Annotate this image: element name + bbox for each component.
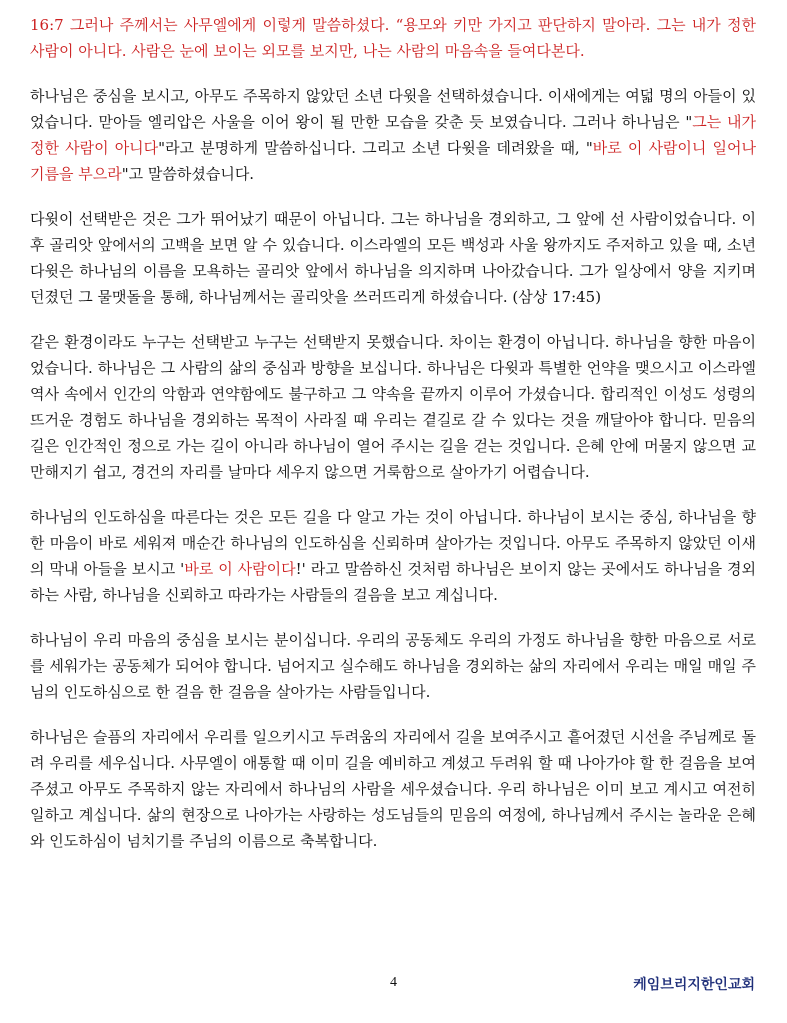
paragraph-4	[30, 504, 756, 608]
paragraph-1-text-c: "고 말씀하셨습니다.	[121, 165, 255, 183]
paragraph-1	[30, 83, 756, 187]
paragraph-1-text-a: 하나님은 중심을 보시고, 아무도 주목하지 않았던 소년 다윗을 선택하셨습니다. 이새에게는 여덟 명의 아들이 있었습니다. 맏아들 엘리압은 사울을 이어 왕이 될 만한 모습을 갖춘 듯 보였습니다. 그러나 하나님은 "	[30, 87, 756, 131]
page-number: 4	[390, 975, 397, 990]
paragraph-4-text-b: !' 라고 말씀하신 것처럼 하나님은 보이지 않는 곳에서도 하나님을 경외하는 사람, 하나님을 신뢰하고 따라가는 사람들의 걸음을 보고 계십니다.	[30, 560, 757, 604]
paragraph-4-text-a: 하나님의 인도하심을 따른다는 것은 모든 길을 다 알고 가는 것이 아닙니다. 하나님이 보시는 중심, 하나님을 향한 마음이 바로 세워져 매순간 하나님의 인도하심을 신뢰하며 살아가는 것입니다. 아무도 주목하지 않았던 이새의 막내 아들을 보시고 '	[30, 508, 756, 578]
article-body	[30, 12, 756, 873]
paragraph-2: 다윗이 선택받은 것은 그가 뛰어났기 때문이 아닙니다. 그는 하나님을 경외하고, 그 앞에 선 사람이었습니다. 이후 골리앗 앞에서의 고백을 보면 알 수 있습니다. 이스라엘의 모든 백성과 사울 왕까지도 주저하고 있을 때, 소년 다윗은 하나님의 이름을 모욕하는 골리앗 앞에서 하나님을 의지하며 나아갔습니다. 그가 일상에서 양을 지키며 던졌던 그 물맷돌을 통해, 하나님께서는 골리앗을 쓰러뜨리게 하셨습니다. (삼상 17:45)	[30, 210, 756, 306]
highlight-not-chosen: 그는 내가 정한 사람이 아니다	[30, 113, 756, 157]
highlight-anoint: 바로 이 사람이니 일어나 기름을 부으라	[30, 139, 756, 183]
paragraph-1-text-b: "라고 분명하게 말씀하십니다. 그리고 소년 다윗을 데려왔을 때, "	[158, 139, 593, 157]
paragraph-5: 하나님이 우리 마음의 중심을 보시는 분이십니다. 우리의 공동체도 우리의 가정도 하나님을 향한 마음으로 서로를 세워가는 공동체가 되어야 합니다. 넘어지고 실수해도 하나님을 경외하는 삶의 자리에서 우리는 매일 매일 주님의 인도하심으로 한 걸음 한 걸음을 살아가는 사람들입니다.	[30, 631, 756, 701]
paragraph-3: 같은 환경이라도 누구는 선택받고 누구는 선택받지 못했습니다. 차이는 환경이 아닙니다. 하나님을 향한 마음이었습니다. 하나님은 그 사람의 삶의 중심과 방향을 보십니다. 하나님은 다윗과 특별한 언약을 맺으시고 이스라엘 역사 속에서 인간의 악함과 연약함에도 불구하고 그 약속을 끝까지 이루어 가셨습니다. 합리적인 이성도 성령의 뜨거운 경험도 하나님을 경외하는 목적이 사라질 때 우리는 곁길로 갈 수 있다는 것을 깨달아야 합니다. 믿음의 길은 인간적인 정으로 가는 길이 아니라 하나님이 열어 주시는 길을 걷는 것입니다. 은혜 안에 머물지 않으면 교만해지기 쉽고, 경건의 자리를 날마다 세우지 않으면 거룩함으로 살아가기 어렵습니다.	[30, 333, 756, 481]
highlight-this-is-the-one: 바로 이 사람이다	[184, 560, 296, 578]
scripture-quote: 16:7 그러나 주께서는 사무엘에게 이렇게 말씀하셨다. “용모와 키만 가지고 판단하지 말아라. 그는 내가 정한 사람이 아니다. 사람은 눈에 보이는 외모를 보지만, 나는 사람의 마음속을 들여다본다.	[30, 16, 756, 60]
church-name: 케임브리지한인교회	[633, 977, 755, 993]
paragraph-6: 하나님은 슬픔의 자리에서 우리를 일으키시고 두려움의 자리에서 길을 보여주시고 흩어졌던 시선을 주님께로 돌려 우리를 세우십니다. 사무엘이 애통할 때 이미 길을 예비하고 계셨고 두려워 할 때 나아가야 할 한 걸음을 보여주셨고 아무도 주목하지 않는 자리에서 하나님의 사람을 세우셨습니다. 우리 하나님은 이미 보고 계시고 여전히 일하고 계십니다. 삶의 현장으로 나아가는 사랑하는 성도님들의 믿음의 여정에, 하나님께서 주시는 놀라운 은혜와 인도하심이 넘치기를 주님의 이름으로 축복합니다.	[30, 728, 756, 850]
